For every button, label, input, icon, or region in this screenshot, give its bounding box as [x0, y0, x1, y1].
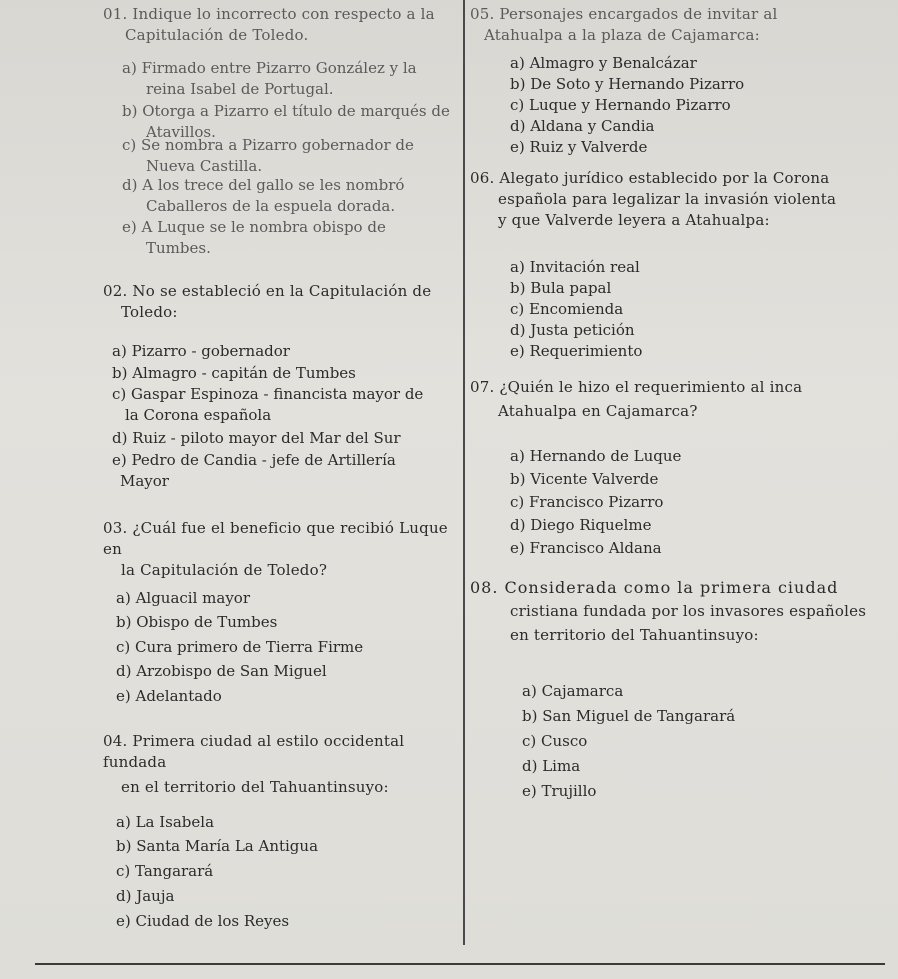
question-1-option-c[interactable]: [122, 135, 414, 177]
question-4-option-b[interactable]: b) Santa María La Antigua: [116, 837, 319, 855]
question-2-option-c[interactable]: [112, 384, 423, 426]
question-6-option-b[interactable]: b) Bula papal: [510, 279, 612, 297]
question-6-option-c[interactable]: c) Encomienda: [510, 300, 624, 318]
question-5-option-d[interactable]: d) Aldana y Candia: [510, 117, 655, 135]
question-2-option-b[interactable]: [112, 363, 356, 384]
question-2-option-d[interactable]: [112, 428, 401, 449]
question-6-stem-line-1: 06. Alegato jurídico establecido por la Corona: [470, 169, 830, 187]
option-text: e) Pedro de Candia - jefe de Artillería: [112, 451, 396, 469]
question-4: [103, 731, 458, 798]
option-text: c) Se nombra a Pizarro gobernador de: [122, 136, 414, 154]
question-7-option-e[interactable]: e) Francisco Aldana: [510, 539, 662, 557]
option-text: b) Almagro - capitán de Tumbes: [112, 364, 356, 382]
question-7-option-d[interactable]: d) Diego Riquelme: [510, 516, 652, 534]
question-8-option-c[interactable]: c) Cusco: [522, 732, 588, 750]
option-text: a) Firmado entre Pizarro González y la: [122, 59, 417, 77]
question-3-stem-line-1: 03. ¿Cuál fue el beneficio que recibió Luque en: [103, 519, 448, 558]
question-1-option-d[interactable]: [122, 175, 404, 217]
question-5-option-e[interactable]: e) Ruiz y Valverde: [510, 138, 648, 156]
question-5-stem-line-2: Atahualpa a la plaza de Cajamarca:: [484, 26, 760, 44]
question-1-stem-line-2: Capitulación de Toledo.: [125, 26, 309, 44]
question-6: [470, 168, 836, 231]
column-divider: [463, 0, 465, 945]
question-3: [103, 518, 458, 581]
option-text: d) A los trece del gallo se les nombró: [122, 176, 405, 194]
question-8-option-e[interactable]: e) Trujillo: [522, 782, 597, 800]
right-column: [470, 0, 898, 979]
question-4-option-c[interactable]: c) Tangarará: [116, 862, 214, 880]
question-2-stem-line-1: 02. No se estableció en la Capitulación de: [103, 282, 432, 300]
question-8: [470, 577, 898, 646]
question-1: [103, 4, 435, 46]
question-6-stem-line-2: española para legalizar la invasión violenta: [498, 190, 837, 208]
question-5-option-a[interactable]: a) Almagro y Benalcázar: [510, 54, 697, 72]
question-7-option-a[interactable]: a) Hernando de Luque: [510, 447, 682, 465]
question-3-option-e[interactable]: e) Adelantado: [116, 687, 222, 705]
question-6-stem-line-3: y que Valverde leyera a Atahualpa:: [498, 211, 770, 229]
question-3-option-c[interactable]: c) Cura primero de Tierra Firme: [116, 638, 364, 656]
question-6-option-e[interactable]: e) Requerimiento: [510, 342, 643, 360]
option-text-cont: Mayor: [120, 472, 169, 490]
question-5-option-b[interactable]: b) De Soto y Hernando Pizarro: [510, 75, 745, 93]
question-1-stem-line-1: 01. Indique lo incorrecto con respecto a la: [103, 5, 435, 23]
question-7-stem-line-2: Atahualpa en Cajamarca?: [498, 402, 698, 420]
option-text-cont: Atavillos.: [146, 123, 216, 141]
question-2-option-e[interactable]: [112, 450, 396, 492]
question-5-stem-line-1: 05. Personajes encargados de invitar al: [470, 5, 778, 23]
question-8-option-a[interactable]: a) Cajamarca: [522, 682, 624, 700]
question-8-stem-line-3: en territorio del Tahuantinsuyo:: [510, 626, 759, 644]
question-1-option-a[interactable]: [122, 58, 417, 100]
question-2-option-a[interactable]: [112, 341, 290, 362]
option-text: c) Gaspar Espinoza - financista mayor de: [112, 385, 424, 403]
option-text-cont: Nueva Castilla.: [146, 157, 263, 175]
question-3-stem-line-2: la Capitulación de Toledo?: [121, 561, 328, 579]
question-4-option-e[interactable]: e) Ciudad de los Reyes: [116, 912, 290, 930]
question-3-option-d[interactable]: d) Arzobispo de San Miguel: [116, 662, 327, 680]
question-7-option-c[interactable]: c) Francisco Pizarro: [510, 493, 664, 511]
question-4-option-a[interactable]: a) La Isabela: [116, 813, 215, 831]
question-7: [470, 377, 802, 422]
question-5-option-c[interactable]: c) Luque y Hernando Pizarro: [510, 96, 731, 114]
question-4-stem-line-2: en el territorio del Tahuantinsuyo:: [121, 778, 389, 796]
option-text: e) A Luque se le nombra obispo de: [122, 218, 386, 236]
option-text-cont: Caballeros de la espuela dorada.: [146, 197, 396, 215]
question-8-option-d[interactable]: d) Lima: [522, 757, 581, 775]
question-2-stem-line-2: Toledo:: [121, 303, 178, 321]
option-text-cont: Tumbes.: [146, 239, 211, 257]
question-3-option-a[interactable]: a) Alguacil mayor: [116, 589, 251, 607]
question-7-option-b[interactable]: b) Vicente Valverde: [510, 470, 659, 488]
question-4-option-d[interactable]: d) Jauja: [116, 887, 175, 905]
option-text: a) Pizarro - gobernador: [112, 342, 290, 360]
question-6-option-a[interactable]: a) Invitación real: [510, 258, 640, 276]
question-8-stem-line-1: 08. Considerada como la primera ciudad: [470, 578, 839, 597]
question-8-stem-line-2: cristiana fundada por los invasores españoles: [510, 602, 867, 620]
question-8-option-b[interactable]: b) San Miguel de Tangarará: [522, 707, 736, 725]
question-5: [470, 4, 898, 46]
option-text: d) Ruiz - piloto mayor del Mar del Sur: [112, 429, 401, 447]
question-2: [103, 281, 431, 323]
question-3-option-b[interactable]: b) Obispo de Tumbes: [116, 613, 278, 631]
option-text-cont: reina Isabel de Portugal.: [146, 80, 334, 98]
option-text-cont: la Corona española: [125, 406, 272, 424]
question-1-option-e[interactable]: [122, 217, 386, 259]
question-6-option-d[interactable]: d) Justa petición: [510, 321, 635, 339]
question-4-stem-line-1: 04. Primera ciudad al estilo occidental fundada: [103, 732, 405, 771]
question-7-stem-line-1: 07. ¿Quién le hizo el requerimiento al inca: [470, 378, 803, 396]
option-text: b) Otorga a Pizarro el título de marqués de: [122, 102, 450, 120]
